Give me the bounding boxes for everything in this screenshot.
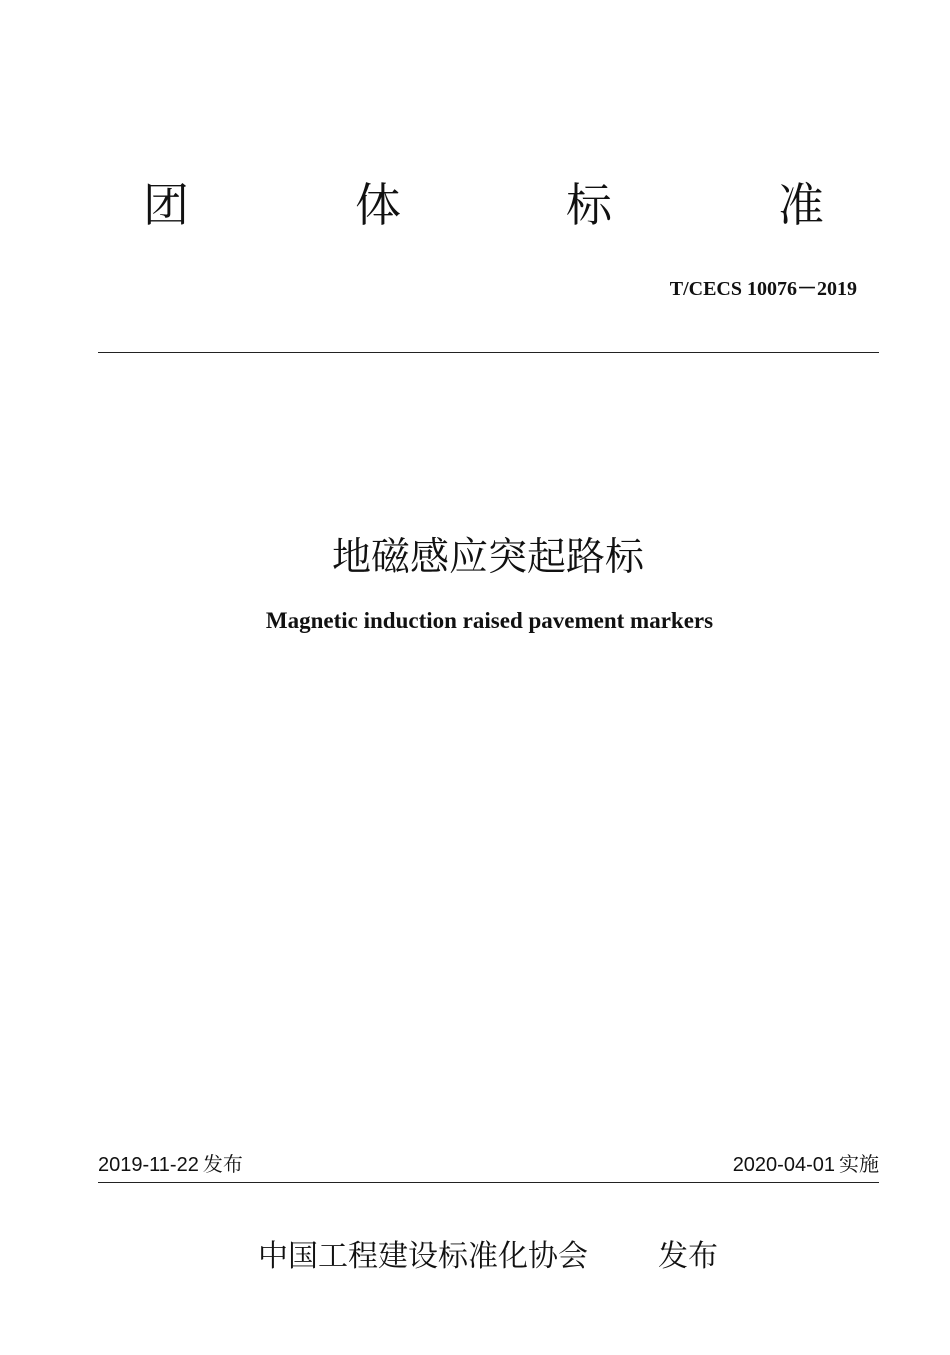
publisher-name: 中国工程建设标准化协会 [258, 1239, 588, 1274]
issue-label: 发布 [202, 1152, 243, 1176]
implementation-date-line [733, 1154, 879, 1175]
standard-type-char-1: 团 [143, 178, 189, 232]
issue-date: 2019-11-22 [98, 1154, 199, 1176]
document-title-english: Magnetic induction raised pavement markers [265, 608, 714, 633]
footer-divider [98, 1182, 879, 1183]
standard-type-char-3: 标 [566, 178, 612, 232]
publish-action: 发布 [658, 1239, 718, 1274]
implementation-date: 2020-04-01 [732, 1154, 835, 1176]
document-title-chinese: 地磁感应突起路标 [331, 535, 644, 580]
issue-date-line [98, 1154, 243, 1175]
document-code: T/CECS 10076－2019 [669, 278, 857, 300]
header-divider [98, 352, 879, 353]
standard-type-char-4: 准 [778, 178, 824, 232]
implementation-label: 实施 [839, 1152, 879, 1176]
standard-type-char-2: 体 [355, 178, 401, 232]
